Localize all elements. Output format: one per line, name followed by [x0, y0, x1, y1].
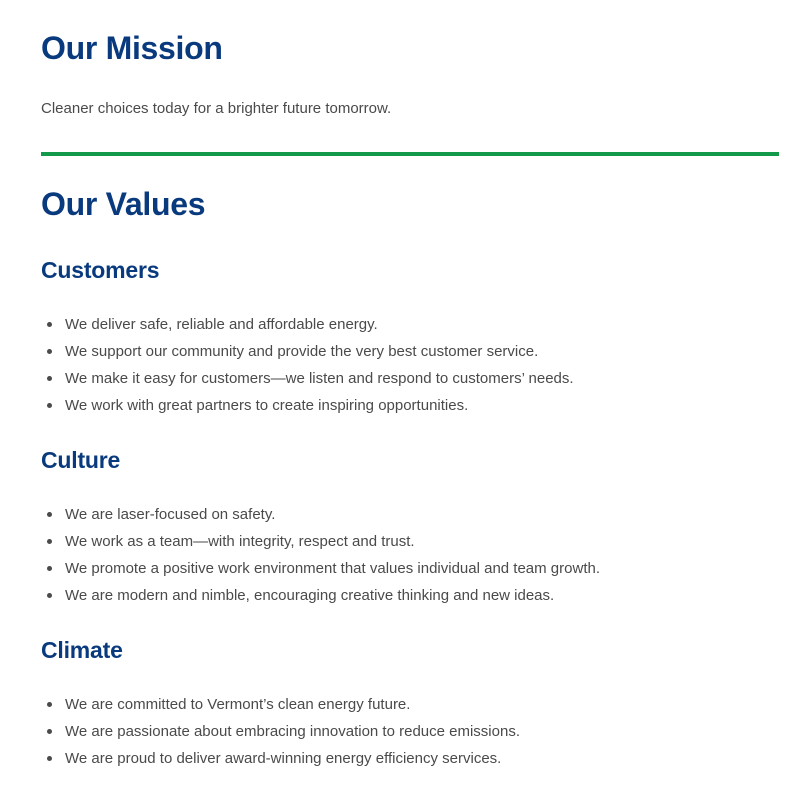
mission-text: Cleaner choices today for a brighter future tomorrow.	[41, 100, 392, 117]
bullet-icon	[47, 566, 52, 571]
list-item-text: We are committed to Vermont’s clean energy future.	[65, 696, 411, 713]
climate-heading: Climate	[41, 637, 123, 663]
list-item	[41, 528, 600, 555]
list-item	[41, 338, 574, 365]
list-item-text: We promote a positive work environment that values individual and team growth.	[65, 560, 600, 577]
list-item-text: We deliver safe, reliable and affordable energy.	[65, 316, 378, 333]
list-item	[41, 691, 520, 718]
section-divider	[41, 152, 779, 156]
mission-heading: Our Mission	[41, 30, 223, 66]
bullet-icon	[47, 729, 52, 734]
values-heading: Our Values	[41, 186, 206, 222]
list-item	[41, 582, 600, 609]
list-item-text: We are passionate about embracing innovation to reduce emissions.	[65, 723, 520, 740]
list-item-text: We support our community and provide the very best customer service.	[65, 343, 539, 360]
list-item-text: We work as a team—with integrity, respect and trust.	[65, 533, 415, 550]
bullet-icon	[47, 349, 52, 354]
bullet-icon	[47, 403, 52, 408]
list-item-text: We are modern and nimble, encouraging creative thinking and new ideas.	[65, 587, 555, 604]
list-item	[41, 311, 574, 338]
list-item	[41, 501, 600, 528]
culture-heading: Culture	[41, 447, 121, 473]
bullet-icon	[47, 322, 52, 327]
list-item-text: We work with great partners to create inspiring opportunities.	[65, 397, 469, 414]
list-item	[41, 745, 520, 772]
bullet-icon	[47, 756, 52, 761]
list-item-text: We make it easy for customers—we listen and respond to customers’ needs.	[65, 370, 574, 387]
list-item	[41, 555, 600, 582]
list-item	[41, 392, 574, 419]
list-item-text: We are proud to deliver award-winning energy efficiency services.	[65, 750, 502, 767]
culture-list	[41, 501, 600, 609]
customers-heading: Customers	[41, 257, 160, 283]
list-item	[41, 718, 520, 745]
bullet-icon	[47, 593, 52, 598]
bullet-icon	[47, 539, 52, 544]
list-item	[41, 365, 574, 392]
bullet-icon	[47, 512, 52, 517]
bullet-icon	[47, 702, 52, 707]
climate-list	[41, 691, 520, 772]
bullet-icon	[47, 376, 52, 381]
list-item-text: We are laser-focused on safety.	[65, 506, 276, 523]
customers-list	[41, 311, 574, 419]
